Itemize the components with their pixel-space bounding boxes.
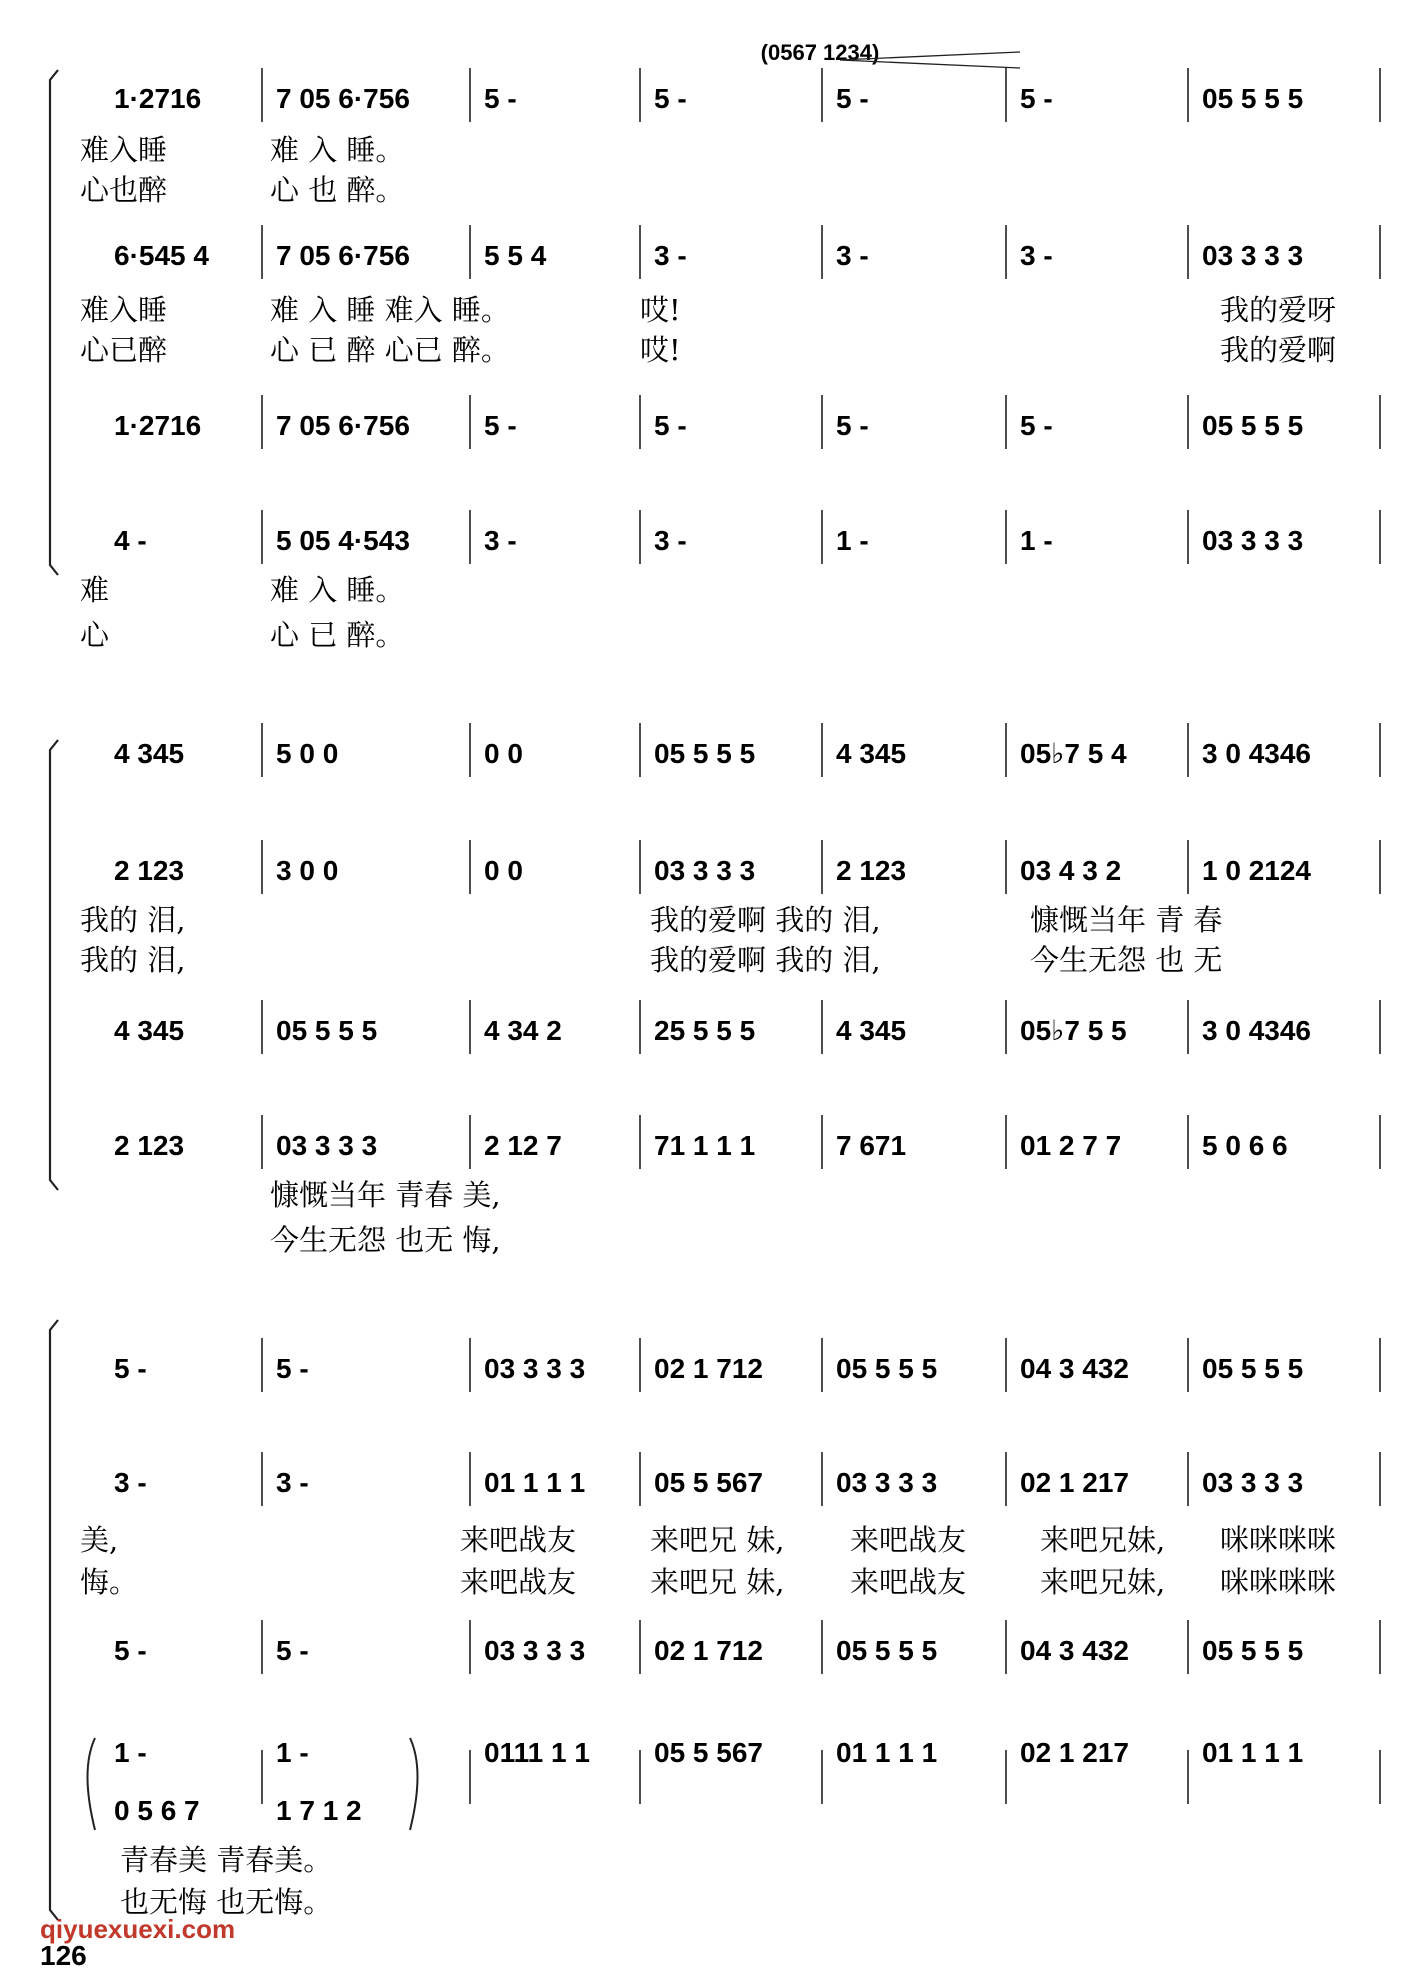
lyric-segment: 青春美 青春美。 (120, 1843, 333, 1877)
measure-notes: 04 3 432 (1020, 1353, 1129, 1384)
measure-notes: 03 3 3 3 (1202, 1467, 1304, 1498)
divisi-brace (410, 1738, 418, 1830)
measure-notes: 7 05 6·756 (276, 240, 410, 271)
lyric-segment: 难 入 睡。 (270, 573, 405, 607)
measure-notes: 5 - (1020, 410, 1053, 441)
lyric-segment: 也无悔 也无悔。 (120, 1885, 333, 1919)
measure-notes: 2 123 (114, 1130, 185, 1161)
measure-notes: 03 3 3 3 (836, 1467, 938, 1498)
measure-notes: 1·2716 (114, 83, 202, 114)
measure-notes: 71 1 1 1 (654, 1130, 756, 1161)
lyric-segment: 悔。 (80, 1565, 139, 1599)
measure-notes: 7 05 6·756 (276, 83, 410, 114)
lyric-segment: 来吧兄妹, (1040, 1565, 1166, 1599)
lyric-segment: 来吧战友 (850, 1565, 967, 1599)
lyric-segment: 心 也 醉。 (270, 173, 405, 207)
measure-notes: 3 - (114, 1467, 147, 1498)
measure-notes: 04 3 432 (1020, 1635, 1129, 1666)
lyric-segment: 咪咪咪咪 (1220, 1523, 1337, 1557)
measure-notes: 4 34 2 (484, 1015, 562, 1046)
lyric-segment: 咪咪咪咪 (1220, 1565, 1337, 1599)
measure-notes: 02 1 712 (654, 1635, 763, 1666)
lyric-segment: 难入睡 (80, 133, 168, 167)
measure-notes: 5 - (114, 1635, 147, 1666)
measure-notes: 6·545 4 (114, 240, 209, 271)
lyric-segment: 我的 泪, (80, 903, 186, 937)
measure-notes: 05 5 567 (654, 1737, 763, 1768)
measure-notes: 5 - (276, 1353, 309, 1384)
lyric-segment: 心 (80, 618, 110, 652)
measure-notes: 03 3 3 3 (276, 1130, 378, 1161)
measure-notes: 5 - (654, 83, 687, 114)
measure-notes: 4 345 (114, 1015, 185, 1046)
lyric-segment: 心已醉 (80, 333, 168, 367)
measure-notes: 05 5 5 5 (1202, 1353, 1304, 1384)
measure-notes: 1·2716 (114, 410, 202, 441)
lyric-segment: 我的 泪, (80, 943, 186, 977)
measure-notes: 05 5 5 5 (1202, 83, 1304, 114)
lyric-segment: 难 入 睡。 (270, 133, 405, 167)
measure-notes: 03 3 3 3 (484, 1353, 586, 1384)
lyric-segment: 我的爱啊 我的 泪, (650, 903, 881, 937)
measure-notes: 2 12 7 (484, 1130, 562, 1161)
lyric-segment: 来吧兄 妹, (650, 1523, 785, 1557)
lyric-segment: 心 已 醉。 (270, 618, 405, 652)
measure-notes: 5 - (114, 1353, 147, 1384)
measure-notes: 0 0 (484, 855, 523, 886)
measure-notes: 2 123 (114, 855, 185, 886)
measure-notes: 3 - (654, 240, 687, 271)
measure-notes: 05 5 5 5 (654, 738, 756, 769)
measure-notes: 02 1 712 (654, 1353, 763, 1384)
measure-notes: 05 5 5 5 (1202, 1635, 1304, 1666)
measure-notes: 1 0 2124 (1202, 855, 1311, 886)
measure-notes: 3 0 4346 (1202, 1015, 1311, 1046)
measure-notes: 05♭7 5 4 (1020, 738, 1127, 769)
measure-notes: 05 5 5 5 (836, 1353, 938, 1384)
measure-notes: 01 1 1 1 (1202, 1737, 1304, 1768)
measure-notes: 4 345 (836, 1015, 907, 1046)
measure-notes: 03 3 3 3 (484, 1635, 586, 1666)
measure-notes: 03 3 3 3 (654, 855, 756, 886)
measure-notes: 3 - (1020, 240, 1053, 271)
lyric-segment: 来吧战友 (460, 1523, 577, 1557)
measure-notes: 01 1 1 1 (836, 1737, 938, 1768)
measure-notes: 4 - (114, 525, 147, 556)
page-number: 126 (40, 1940, 87, 1971)
measure-notes: 05 5 5 5 (276, 1015, 378, 1046)
measure-notes: 5 5 4 (484, 240, 547, 271)
measure-notes: 03 4 3 2 (1020, 855, 1122, 886)
measure-notes: 25 5 5 5 (654, 1015, 756, 1046)
measure-notes: 5 - (484, 83, 517, 114)
lyric-segment: 慷慨当年 青 春 (1030, 903, 1223, 937)
measure-notes: 3 - (654, 525, 687, 556)
measure-notes: 05 5 567 (654, 1467, 763, 1498)
measure-notes: 5 - (654, 410, 687, 441)
measure-notes: 0 0 (484, 738, 523, 769)
measure-notes: 3 0 4346 (1202, 738, 1311, 769)
divisi-notes: 0 5 6 7 (114, 1795, 200, 1826)
lyric-segment: 来吧战友 (850, 1523, 967, 1557)
measure-notes: 05♭7 5 5 (1020, 1015, 1127, 1046)
lyric-segment: 我的爱啊 (1220, 333, 1337, 367)
lyric-segment: 来吧兄 妹, (650, 1565, 785, 1599)
measure-notes: 05 5 5 5 (1202, 410, 1304, 441)
measure-notes: 01 1 1 1 (484, 1467, 586, 1498)
lyric-segment: 来吧兄妹, (1040, 1523, 1166, 1557)
measure-notes: 02 1 217 (1020, 1737, 1129, 1768)
measure-notes: 1 - (1020, 525, 1053, 556)
measure-notes: 5 - (836, 410, 869, 441)
measure-notes: 5 - (1020, 83, 1053, 114)
lyric-segment: 难 (80, 573, 110, 607)
measure-notes: 05 5 5 5 (836, 1635, 938, 1666)
measure-notes: 5 05 4·543 (276, 525, 410, 556)
watermark-text: qiyuexuexi.com (40, 1914, 236, 1944)
measure-notes: 5 - (484, 410, 517, 441)
lyric-segment: 慷慨当年 青春 美, (270, 1178, 501, 1212)
measure-notes: 0111 1 1 (484, 1737, 590, 1768)
system-bracket (50, 740, 58, 1190)
lyric-segment: 来吧战友 (460, 1565, 577, 1599)
lyric-segment: 今生无怨 也无 悔, (270, 1223, 501, 1257)
measure-notes: 3 0 0 (276, 855, 339, 886)
measure-notes: 1 - (114, 1737, 147, 1768)
measure-notes: 02 1 217 (1020, 1467, 1129, 1498)
measure-notes: 5 0 6 6 (1202, 1130, 1288, 1161)
measure-notes: 1 - (276, 1737, 309, 1768)
measure-notes: 3 - (484, 525, 517, 556)
system-bracket (50, 70, 58, 575)
measure-notes: 01 2 7 7 (1020, 1130, 1122, 1161)
divisi-brace (88, 1738, 96, 1830)
measure-notes: 4 345 (114, 738, 185, 769)
lyric-segment: 我的爱啊 我的 泪, (650, 943, 881, 977)
measure-notes: 5 - (276, 1635, 309, 1666)
lyric-segment: 今生无怨 也 无 (1030, 943, 1223, 977)
measure-notes: 3 - (276, 1467, 309, 1498)
lyric-segment: 心也醉 (80, 173, 168, 207)
measure-notes: 03 3 3 3 (1202, 240, 1304, 271)
system-bracket (50, 1320, 58, 1920)
measure-notes: 2 123 (836, 855, 907, 886)
lyric-segment: 心 已 醉 心已 醉。 (270, 333, 510, 367)
measure-notes: 4 345 (836, 738, 907, 769)
measure-notes: 5 0 0 (276, 738, 339, 769)
measure-notes: 5 - (836, 83, 869, 114)
lyric-segment: 我的爱呀 (1220, 293, 1337, 327)
measure-notes: 1 - (836, 525, 869, 556)
lyric-segment: 难入睡 (80, 293, 168, 327)
lyric-segment: 哎! (640, 333, 681, 367)
divisi-notes: 1 7 1 2 (276, 1795, 362, 1826)
runup-header: (0567 1234) (760, 40, 880, 65)
measure-notes: 03 3 3 3 (1202, 525, 1304, 556)
measure-notes: 3 - (836, 240, 869, 271)
lyric-segment: 美, (80, 1523, 119, 1557)
measure-notes: 7 671 (836, 1130, 907, 1161)
lyric-segment: 难 入 睡 难入 睡。 (270, 293, 510, 327)
measure-notes: 7 05 6·756 (276, 410, 410, 441)
lyric-segment: 哎! (640, 293, 681, 327)
